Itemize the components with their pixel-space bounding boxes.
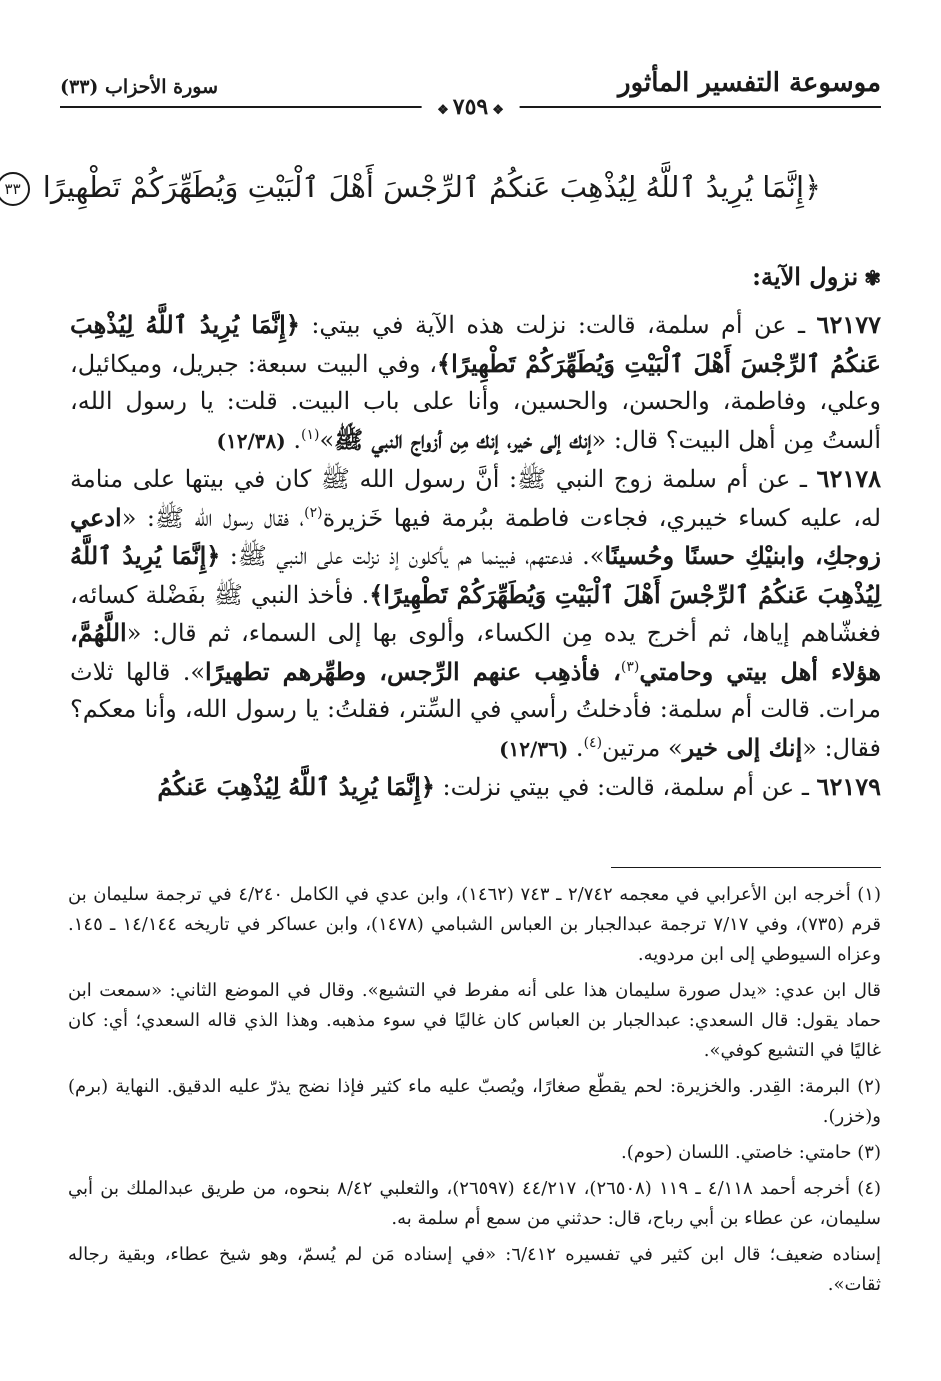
ayah-number-marker: ٣٣ (0, 172, 30, 206)
verse-heading (4, 170, 821, 206)
flower-ornament-icon: ✾ (864, 266, 881, 290)
quran-quote: ﴿إِنَّمَا يُرِيدُ ٱللَّهُ لِيُذْهِبَ عَنكُمُ (157, 772, 435, 801)
footnotes (68, 880, 881, 1306)
footnote-1-comment: قال ابن عدي: «يدل صورة سليمان هذا على أنه مفرط في التشيع». وقال في الموضع الثاني: «سمعت ابن حماد يقول: قال السعدي: عبدالجبار بن العباس كان غاليًا في سوء مذهبه. وهذا الذي قاله السعدي؛ أي: كان غاليًا في التشيع كوفي». (68, 980, 881, 1061)
footnote-marker: (٤) (583, 734, 603, 751)
footnote-1: (١) أخرجه ابن الأعرابي في معجمه ٢/٧٤٢ ـ ٧٤٣ (١٤٦٢)، وابن عدي في الكامل ٤/٢٤٠ في ترجمة سليمان بن قرم (٧٣٥)، وفي ٧/١٧ ترجمة عبدالجبار بن العباس الشبامي (١٤٧٨)، وابن عساكر في تاريخه ١٤/١٤٤ ـ ١٤٥. وعزاه السيوطي إلى ابن مردويه. (68, 884, 881, 965)
main-text (70, 306, 881, 807)
volume-reference: (١٢/٣٨) (216, 428, 286, 453)
narration-text: ـ عن أم سلمة، قالت: نزلت هذه الآية في بيتي: (299, 311, 817, 339)
page-number-text: ٧٥٩ (452, 94, 489, 120)
hadith-quote: ادعي زوجكِ، وابنيْكِ حسنًا وحُسينًا (70, 502, 881, 570)
narration-text: ». قالها ثلاث مرات. قالت أم سلمة: فأدخلتُ رأسي في السِّتر، فقلتُ: يا رسول الله، وأنا معكم؟ فقال: « (70, 657, 882, 762)
ornament-icon: ❖ (437, 103, 449, 118)
narration-62179 (70, 768, 881, 807)
quran-quote: ﴿إِنَّمَا يُرِيدُ ٱللَّهُ لِيُذْهِبَ عَنكُمُ ٱلرِّجْسَ أَهْلَ ٱلْبَيْتِ وَيُطَهِّرَكُمْ تَطْهِيرًا﴾ (70, 541, 882, 609)
footnote-marker: (٣) (620, 658, 640, 675)
narration-text: ـ عن أم سلمة، قالت: في بيتي نزلت: (434, 773, 817, 801)
hadith-quote: ، فأذهِب عنهم الرِّجس، وطهِّرهم تطهيرًا (205, 656, 621, 686)
narration-62177 (70, 306, 881, 460)
narration-text: ، وفي البيت سبعة: جبريل، وميكائيل، وعلي، وفاطمة، والحسن، والحسين، وأنا على باب البيت. قلت: يا رسول الله، ألستُ مِن أهل البيت؟ قال: « (70, 349, 881, 454)
narration-text: . (568, 733, 584, 762)
footnote-3: (٣) حامتي: خاصتي. اللسان (حوم). (621, 1142, 881, 1163)
narration-text: » مرتين (602, 733, 683, 762)
footnote-marker: (٢) (304, 504, 323, 521)
narration-number: ٦٢١٧٩ (816, 772, 881, 801)
narration-text: ـ عن أم سلمة زوج النبي ﷺ: أنَّ رسول الله ﷺ كان في بيتها على منامة له، عليه كساء خيبري، فجاءت فاطمة ببُرمة فيها خَزيرة (70, 465, 882, 532)
footnote-4: (٤) أخرجه أحمد ٤/١١٨ ـ ١١٩ (٢٦٥٠٨)، ٤٤/٢١٧ (٢٦٥٩٧)، والثعلبي ٨/٤٢ بنحوه، من طريق عبدالملك بن أبي سليمان، عن عطاء بن أبي رباح، قال: حدثني من سمع أم سلمة به. (68, 1178, 882, 1229)
footnote-4-comment: إسناده ضعيف؛ قال ابن كثير في تفسيره ٦/٤١٢: «في إسناده مَن لم يُسمّ، وهو شيخ عطاء، وبقية رجاله ثقات». (68, 1244, 881, 1295)
narration-text: ، فقال رسول الله ﷺ: « (121, 503, 305, 532)
narration-number: ٦٢١٧٧ (816, 310, 881, 339)
narration-text: » (319, 425, 335, 454)
footnote-2: (٢) البرمة: القِدر. والخزيرة: لحم يقطّع صغارًا، ويُصبّ عليه ماء كثير فإذا نضج يذرّ عليه الدقيق. النهاية (برم) و(خزر). (68, 1076, 881, 1127)
book-title: موسوعة التفسير المأثور (618, 68, 881, 98)
section-heading-text: نزول الآية: (752, 262, 859, 291)
page-number (421, 94, 520, 120)
footnote-marker: (١) (301, 426, 320, 443)
footnote-separator (611, 867, 881, 868)
verse-text: ﴿إِنَّمَا يُرِيدُ ٱللَّهُ لِيُذْهِبَ عَنكُمُ ٱلرِّجْسَ أَهْلَ ٱلْبَيْتِ وَيُطَهِّرَكُمْ تَطْهِيرًا (42, 170, 821, 204)
running-header (60, 58, 881, 120)
narration-text: . (285, 425, 302, 454)
narration-text: . فأخذ النبي ﷺ بفَضْلة كسائه، فغشّاهم إياها، ثم أخرج يده مِن الكساء، وألوى بها إلى السماء، ثم قال: « (70, 580, 881, 647)
hadith-quote: إنك إلى خير، إنك مِن أزواج النبي ﷺ (334, 424, 592, 454)
volume-reference: (١٢/٣٦) (499, 736, 569, 761)
surah-label: سورة الأحزاب (٣٣) (60, 76, 219, 98)
narration-62178 (70, 460, 881, 768)
hadith-quote: إنك إلى خير (682, 732, 803, 762)
narration-number: ٦٢١٧٨ (816, 464, 881, 493)
narration-text: ». فدعتهم، فبينما هم يأكلون إذ نزلت على النبي ﷺ: (220, 542, 605, 570)
section-heading (752, 262, 881, 291)
ornament-icon: ❖ (492, 103, 504, 118)
hadith-quote: اللَّهُمَّ، هؤلاء أهل بيتي وحامتي (70, 618, 881, 686)
quran-quote: ﴿إِنَّمَا يُرِيدُ ٱللَّهُ لِيُذْهِبَ عَنكُمُ ٱلرِّجْسَ أَهْلَ ٱلْبَيْتِ وَيُطَهِّرَكُمْ تَطْهِيرًا﴾ (70, 310, 882, 378)
